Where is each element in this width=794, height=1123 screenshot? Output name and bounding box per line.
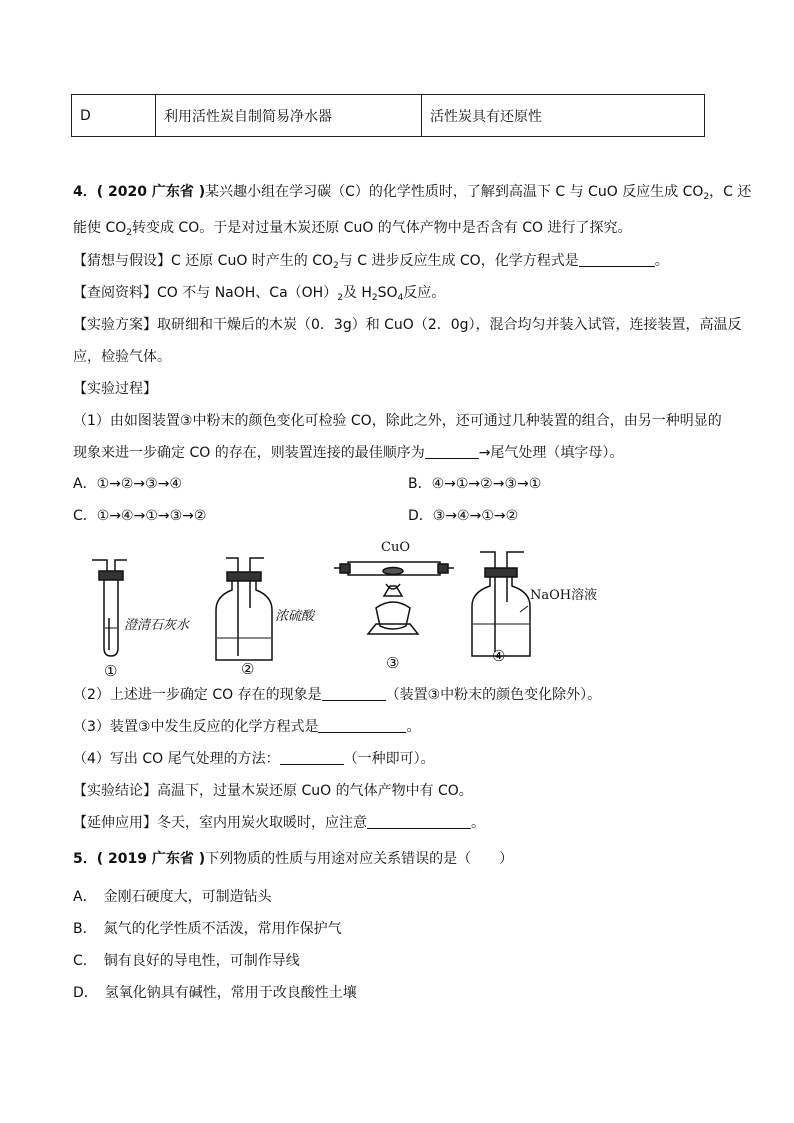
q4-process-tag: 【实验过程】 xyxy=(73,381,157,397)
plan-tag: 【实验方案】 xyxy=(73,317,157,333)
table-cell-property: 活性炭具有还原性 xyxy=(430,108,542,125)
plan-text: 取研细和干燥后的木炭（0．3g）和 CuO（2．0g），混合均匀并装入试管，连接装置，高温反 xyxy=(157,317,742,333)
extension-a: 冬天，室内用炭火取暖时，应注意 xyxy=(157,815,367,831)
answer-blank[interactable] xyxy=(318,718,406,733)
label-cuo: CuO xyxy=(381,540,410,555)
label-naoh-solution: NaOH溶液 xyxy=(530,588,598,603)
hypothesis-end: 。 xyxy=(654,253,669,269)
q5-number: 5． xyxy=(73,851,97,867)
reference-tag: 【查阅资料】 xyxy=(73,285,157,301)
q4-number: 4． xyxy=(73,184,97,200)
device-label-2: ② xyxy=(241,660,255,678)
q4-stem-line2 xyxy=(73,218,632,238)
q4-plan-line2: 应，检验气体。 xyxy=(73,349,171,365)
conclusion-tag: 【实验结论】 xyxy=(73,783,157,799)
q4-hypothesis xyxy=(73,251,669,271)
answer-blank[interactable] xyxy=(367,814,471,829)
reference-c: SO xyxy=(377,285,398,301)
q4-extension xyxy=(73,813,485,833)
q5-option-d[interactable]: D． 氢氧化钠具有碱性，常用于改良酸性土壤 xyxy=(73,985,357,1001)
q4-p1-line1: （1）由如图装置③中粉末的颜色变化可检验 CO，除此之外，还可通过几种装置的组合，由另一种明显的 xyxy=(73,413,722,429)
answer-blank[interactable] xyxy=(579,252,655,267)
p4-b: （一种即可）。 xyxy=(343,751,435,767)
extension-b: 。 xyxy=(471,815,485,831)
label-conc-sulfuric-acid: 浓硫酸 xyxy=(275,609,315,624)
device-4-gas-bottle xyxy=(472,552,530,656)
p3-a: （3）装置③中发生反应的化学方程式是 xyxy=(73,719,319,735)
reference-b: 及 H xyxy=(342,285,372,301)
answer-blank[interactable] xyxy=(425,444,479,459)
hypothesis-a: C 还原 CuO 时产生的 CO xyxy=(171,253,334,269)
q4-plan-line1 xyxy=(73,315,742,335)
q4-reference xyxy=(73,283,445,303)
subscript: 4 xyxy=(397,293,404,303)
answer-blank[interactable] xyxy=(280,750,344,765)
device-1-test-tube xyxy=(92,560,127,656)
q5-source: ( 2019 广东省 ) xyxy=(96,851,206,867)
q4-stem-text: 某兴趣小组在学习碳（C）的化学性质时，了解到高温下 C 与 CuO 反应生成 CO xyxy=(205,184,704,200)
answer-table-row xyxy=(71,94,705,137)
table-cell-option: D xyxy=(72,95,156,136)
subscript: 2 xyxy=(337,293,343,303)
device-3-combustion-tube xyxy=(334,562,454,634)
p1-line2-a: 现象来进一步确定 CO 的存在，则装置连接的最佳顺序为 xyxy=(73,445,425,461)
subscript: 2 xyxy=(126,228,132,238)
q4-p3 xyxy=(73,717,420,737)
q4-option-c[interactable]: C．①→④→①→③→② xyxy=(73,508,207,524)
q4-stem2-b: 转变成 CO。于是对过量木炭还原 CuO 的气体产物中是否含有 CO 进行了探究。 xyxy=(131,220,632,236)
subscript: 2 xyxy=(703,192,710,202)
q5-stem xyxy=(73,849,513,869)
label-limewater: 澄清石灰水 xyxy=(124,618,190,633)
p2-b: （装置③中粉末的颜色变化除外）。 xyxy=(385,687,602,703)
reference-a: CO 不与 NaOH、Ca（OH） xyxy=(157,285,338,301)
table-cell-practice: 利用活性炭自制简易净水器 xyxy=(156,95,422,136)
p3-b: 。 xyxy=(406,719,421,735)
q4-stem-line1 xyxy=(73,182,751,202)
device-label-3: ③ xyxy=(386,654,400,672)
p2-a: （2）上述进一步确定 CO 存在的现象是 xyxy=(73,687,322,703)
p1-line2-b: →尾气处理（填字母）。 xyxy=(478,445,624,461)
q5-option-a[interactable]: A． 金刚石硬度大，可制造钻头 xyxy=(73,889,272,905)
answer-blank[interactable] xyxy=(322,686,386,701)
q4-stem2-a: 能使 CO xyxy=(73,220,127,236)
extension-tag: 【延伸应用】 xyxy=(73,815,157,831)
q5-stem-text: 下列物质的性质与用途对应关系错误的是（ ） xyxy=(205,851,514,867)
device-label-1: ① xyxy=(104,662,118,680)
device-label-4: ④ xyxy=(492,647,506,665)
device-2-gas-bottle xyxy=(216,558,272,660)
reference-d: 反应。 xyxy=(403,285,446,301)
q4-option-d[interactable]: D．③→④→①→② xyxy=(408,508,519,524)
q4-option-a[interactable]: A．①→②→③→④ xyxy=(73,476,182,492)
q4-p1-line2 xyxy=(73,443,623,463)
q4-p4 xyxy=(73,749,435,769)
conclusion-text: 高温下，过量木炭还原 CuO 的气体产物中有 CO。 xyxy=(157,783,473,799)
apparatus-figure xyxy=(80,538,640,678)
q5-option-b[interactable]: B． 氮气的化学性质不活泼，常用作保护气 xyxy=(73,921,342,937)
subscript: 2 xyxy=(371,293,378,303)
hypothesis-tag: 【猜想与假设】 xyxy=(73,253,171,269)
q4-p2 xyxy=(73,685,601,705)
q5-option-c[interactable]: C． 铜有良好的导电性，可制作导线 xyxy=(73,953,300,969)
q4-stem-end: ，C 还 xyxy=(709,184,752,200)
p4-a: （4）写出 CO 尾气处理的方法： xyxy=(73,751,280,767)
q4-option-b[interactable]: B．④→①→②→③→① xyxy=(408,476,542,492)
hypothesis-b: 与 C 进步反应生成 CO，化学方程式是 xyxy=(338,253,579,269)
q4-conclusion xyxy=(73,781,473,801)
q4-source: ( 2020 广东省 ) xyxy=(96,184,206,200)
subscript: 2 xyxy=(333,261,339,271)
